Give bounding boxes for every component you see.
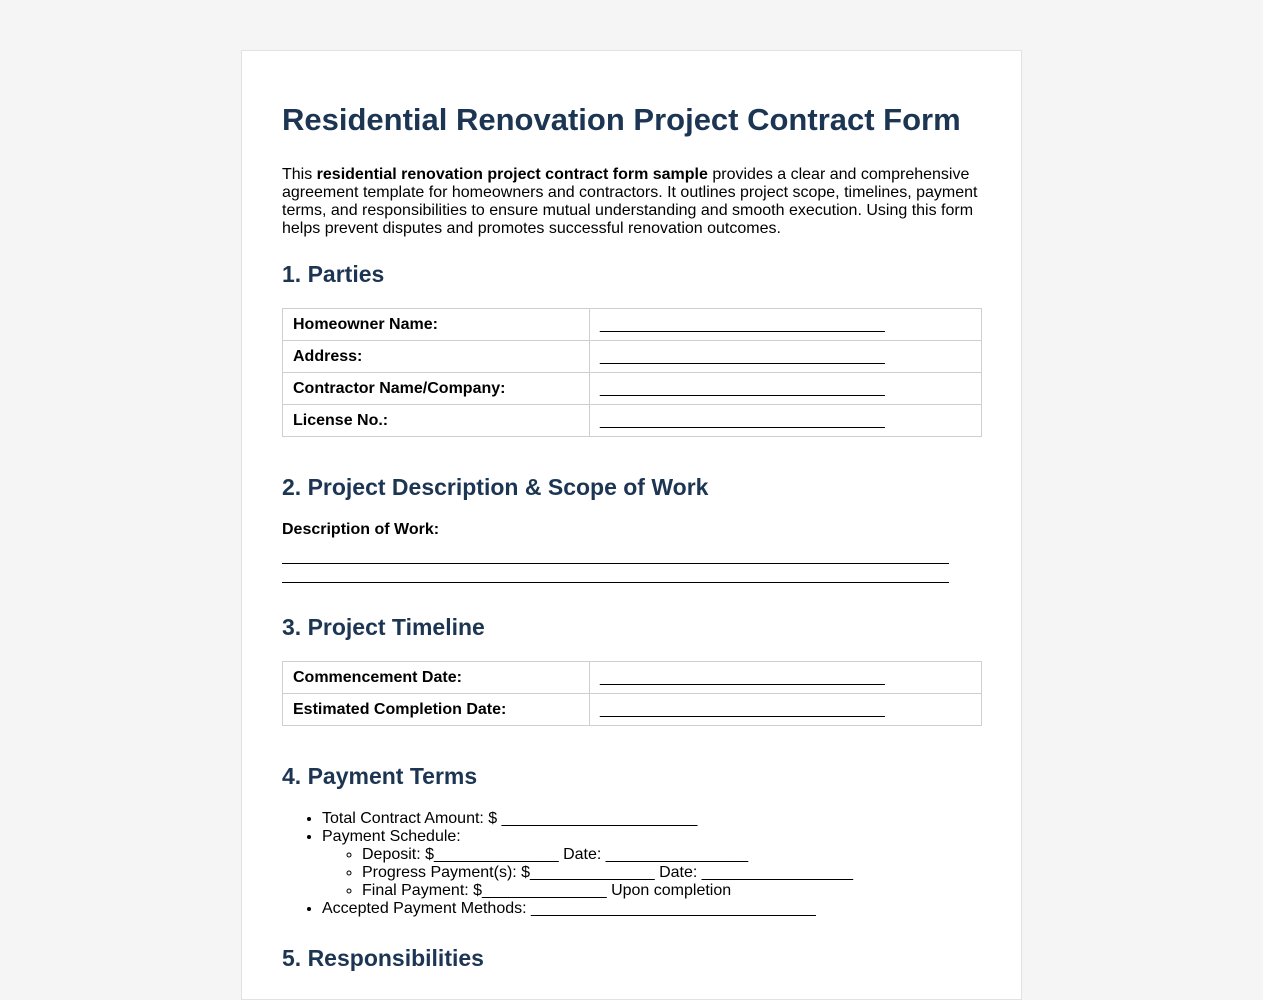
document-page [241, 50, 1022, 1000]
completion-date-field[interactable]: ________________________________ [590, 694, 982, 726]
description-line-2[interactable] [282, 564, 949, 583]
table-row [283, 341, 982, 373]
table-row [283, 662, 982, 694]
intro-text-rest: provides a clear and comprehensive agreement template for homeowners and contractors. It outlines project scope, timelines, payment terms, and responsibilities to ensure mutual understanding and smooth execution. Using this form helps prevent disputes and promotes successful renovation outcomes. [282, 166, 978, 237]
page-title: Residential Renovation Project Contract Form [282, 102, 961, 137]
field-label: Address: [283, 341, 590, 373]
list-item: • Total Contract Amount: $ ______________________ [322, 810, 981, 828]
parties-table [282, 308, 982, 437]
address-field[interactable]: ________________________________ [590, 341, 982, 373]
payment-list [282, 810, 981, 918]
intro-bold: residential renovation project contract form sample [316, 166, 708, 183]
list-item: ◦ Progress Payment(s): $______________ Date: _________________ [362, 864, 981, 882]
description-label: Description of Work: [282, 521, 440, 538]
list-item: ◦ Deposit: $______________ Date: ________________ [362, 846, 981, 864]
description-block [282, 521, 981, 583]
commencement-date-field[interactable]: ________________________________ [590, 662, 982, 694]
field-label: Estimated Completion Date: [283, 694, 590, 726]
list-item: • Accepted Payment Methods: ________________________________ [322, 900, 981, 918]
schedule-label: Payment Schedule: [322, 828, 461, 845]
homeowner-name-field[interactable]: ________________________________ [590, 309, 982, 341]
schedule-list [322, 846, 981, 900]
section-timeline-heading: 3. Project Timeline [282, 614, 485, 640]
field-label: Contractor Name/Company: [283, 373, 590, 405]
section-parties-heading: 1. Parties [282, 261, 385, 287]
field-label: License No.: [283, 405, 590, 437]
intro-paragraph [282, 166, 981, 238]
intro-text: This [282, 166, 317, 183]
table-row [283, 309, 982, 341]
section-payment-heading: 4. Payment Terms [282, 763, 478, 789]
field-label: Homeowner Name: [283, 309, 590, 341]
section-responsibilities-heading: 5. Responsibilities [282, 945, 484, 971]
contractor-field[interactable]: ________________________________ [590, 373, 982, 405]
field-label: Commencement Date: [283, 662, 590, 694]
description-line-1[interactable] [282, 545, 949, 564]
table-row [283, 694, 982, 726]
section-scope-heading: 2. Project Description & Scope of Work [282, 474, 709, 500]
table-row [283, 405, 982, 437]
timeline-table [282, 661, 982, 726]
license-field[interactable]: ________________________________ [590, 405, 982, 437]
list-item [322, 828, 981, 900]
list-item: ◦ Final Payment: $______________ Upon completion [362, 882, 981, 900]
table-row [283, 373, 982, 405]
